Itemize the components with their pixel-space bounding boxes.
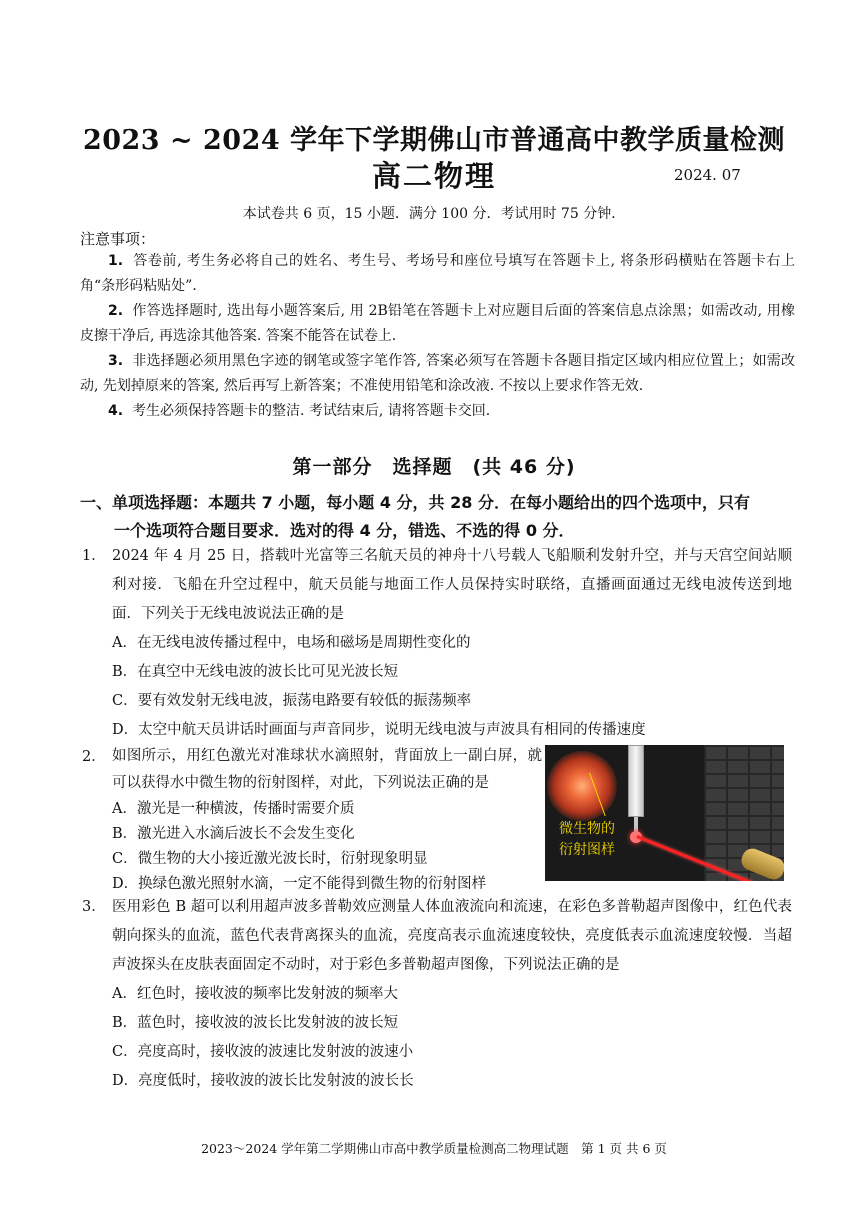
note-text: 考生必须保持答题卡的整洁. 考试结束后, 请将答题卡交回.	[131, 403, 491, 419]
note-item	[80, 399, 795, 424]
question-3	[82, 893, 792, 1096]
option-b: B．在真空中无线电波的波长比可见光波长短	[112, 664, 399, 680]
exam-info: 本试卷共 6 页，15 小题．满分 100 分．考试用时 75 分钟．	[242, 206, 626, 222]
notes-heading: 注意事项：	[80, 230, 156, 248]
option-a: A．激光是一种横波，传播时需要介质	[112, 801, 355, 817]
question-number: 3．	[82, 899, 106, 915]
question-stem: 医用彩色 B 超可以利用超声波多普勒效应测量人体血液流向和流速，在彩色多普勒超声图像中，红色代表朝向探头的血流，蓝色代表背离探头的血流，亮度高表示血流速度较快，亮度低表示血流速度较慢．当超声波探头在皮肤表面固定不动时，对于彩色多普勒超声图像，下列说法正确的是	[112, 899, 792, 973]
figure-caption-line1: 微生物的	[559, 821, 615, 837]
note-text: 非选择题必须用黑色字迹的钢笔或签字笔作答, 答案必须写在答题卡各题目指定区域内相应位置上；如需改动, 先划掉原来的答案, 然后再写上新答案；不准使用铅笔和涂改液. 不按以上要求作答无效.	[80, 353, 795, 394]
question-number: 2．	[82, 749, 106, 765]
note-item	[80, 299, 795, 349]
option-d: D．太空中航天员讲话时画面与声音同步，说明无线电波与声波具有相同的传播速度	[112, 722, 646, 738]
note-item	[80, 349, 795, 399]
option-a: A．红色时，接收波的频率比发射波的频率大	[112, 986, 398, 1002]
note-text: 答卷前, 考生务必将自己的姓名、考生号、考场号和座位号填写在答题卡上, 将条形码横贴在答题卡右上角“条形码粘贴处”．	[80, 253, 795, 294]
option-c: C．要有效发射无线电波，振荡电路要有较低的振荡频率	[112, 693, 472, 709]
question-2	[82, 743, 542, 897]
option-c: C．微生物的大小接近激光波长时，衍射现象明显	[112, 851, 428, 867]
note-number: 2.	[108, 303, 124, 319]
question-number: 1．	[82, 548, 106, 564]
option-d: D．亮度低时，接收波的波长比发射波的波长长	[112, 1073, 414, 1089]
question-stem: 2024 年 4 月 25 日，搭载叶光富等三名航天员的神舟十八号载人飞船顺利发射升空，并与天宫空间站顺利对接．飞船在升空过程中，航天员能与地面工作人员保持实时联络，直播画面通过无线电波传送到地面．下列关于无线电波说法正确的是	[112, 548, 792, 622]
question-1	[82, 542, 792, 745]
question-stem: 如图所示，用红色激光对准球状水滴照射，背面放上一副白屏，就可以获得水中微生物的衍射图样，对此，下列说法正确的是	[112, 748, 542, 791]
section-heading	[80, 489, 800, 545]
option-a: A．在无线电波传播过程中，电场和磁场是周期性变化的	[112, 635, 471, 651]
diffraction-pattern-glow	[547, 751, 617, 821]
option-d: D．换绿色激光照射水滴，一定不能得到微生物的衍射图样	[112, 876, 487, 892]
figure-caption	[559, 819, 615, 861]
note-number: 1.	[108, 253, 124, 269]
syringe-icon	[628, 745, 644, 817]
note-item	[80, 249, 795, 299]
exam-date: 2024. 07	[674, 166, 741, 184]
notes-list	[80, 249, 795, 424]
section-heading-line2: 一个选项符合题目要求．选对的得 4 分，错选、不选的得 0 分．	[114, 521, 575, 540]
exam-subject: 高二物理	[371, 159, 496, 193]
figure-caption-line2: 衍射图样	[559, 842, 615, 858]
section-heading-line1: 一、单项选择题：本题共 7 小题，每小题 4 分，共 28 分．在每小题给出的四个选项中，只有	[80, 493, 750, 512]
note-number: 3.	[108, 353, 124, 369]
page-footer: 2023～2024 学年第二学期佛山市高中教学质量检测高二物理试题 第 1 页 共 6 页	[201, 1141, 667, 1156]
option-b: B．蓝色时，接收波的波长比发射波的波长短	[112, 1015, 399, 1031]
option-b: B．激光进入水滴后波长不会发生变化	[112, 826, 355, 842]
note-text: 作答选择题时, 选出每小题答案后, 用 2B铅笔在答题卡上对应题目后面的答案信息点涂黑；如需改动, 用橡皮擦干净后, 再选涂其他答案. 答案不能答在试卷上.	[80, 303, 795, 344]
option-c: C．亮度高时，接收波的波速比发射波的波速小	[112, 1044, 414, 1060]
exam-title: 2023 ~ 2024 学年下学期佛山市普通高中教学质量检测	[82, 125, 786, 156]
part-title: 第一部分 选择题 (共 46 分)	[292, 456, 576, 478]
diffraction-photo	[545, 745, 784, 881]
note-number: 4.	[108, 403, 124, 419]
